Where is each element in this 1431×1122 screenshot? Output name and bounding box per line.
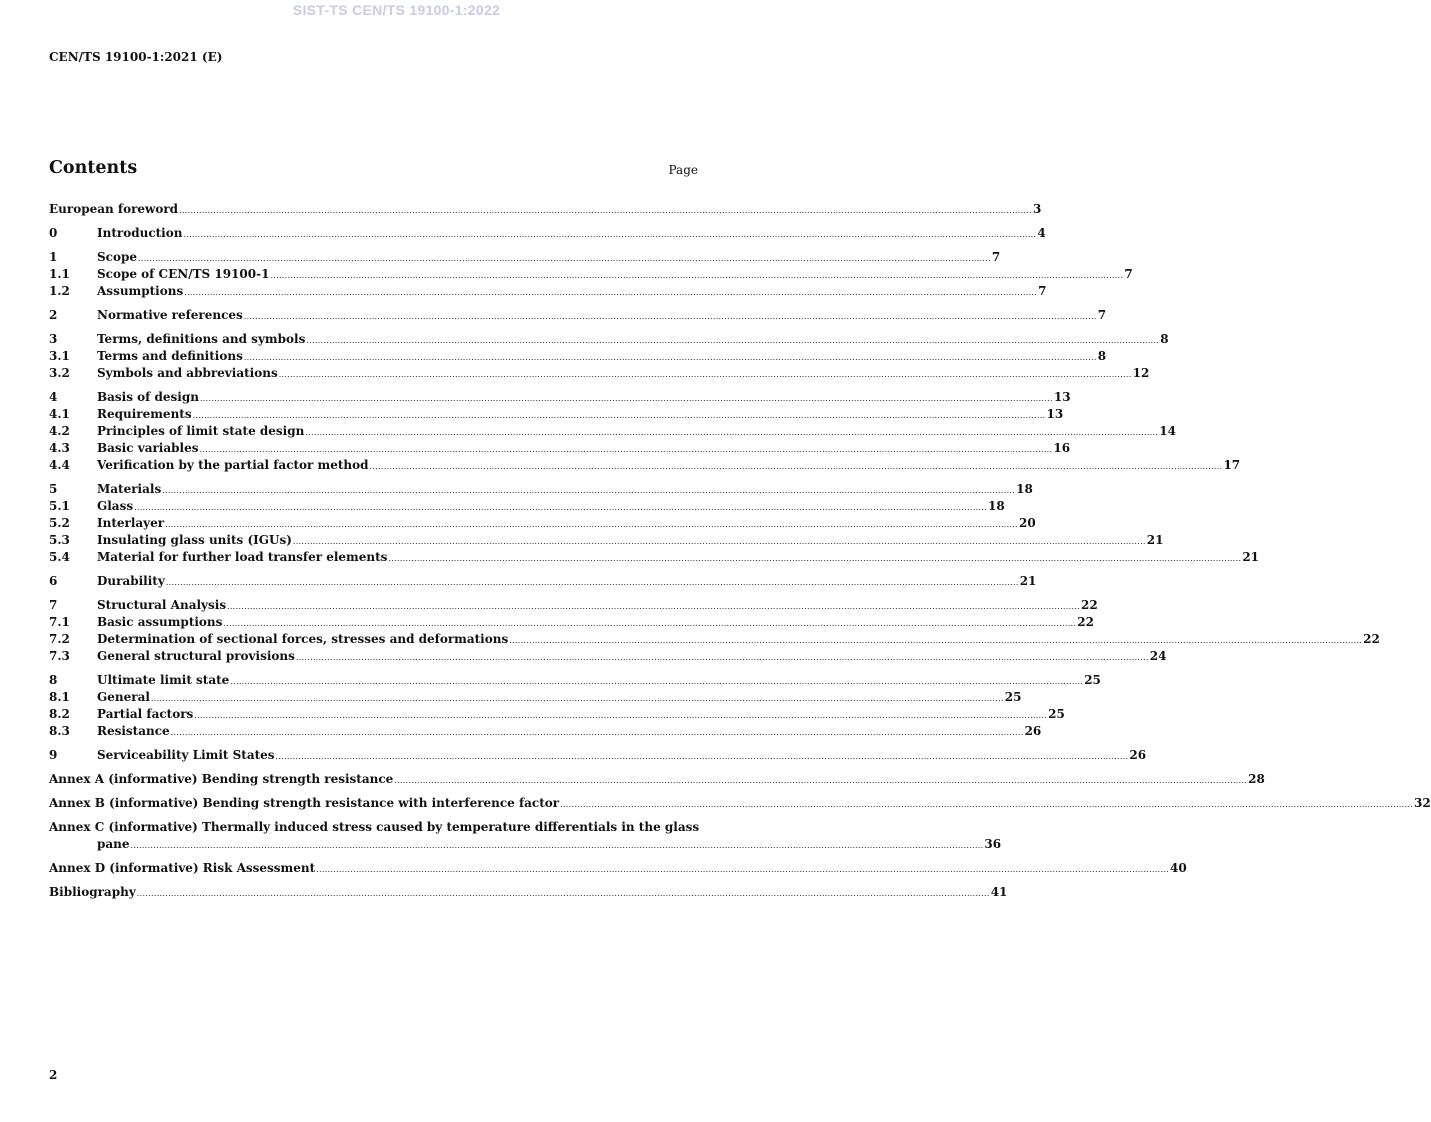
toc-entry[interactable] (49, 498, 1005, 515)
toc-dot-leader: ............................................................................................................................................................................................................................................................................................................ (369, 462, 1223, 471)
toc-entry-page: 22 (1363, 632, 1380, 646)
toc-entry[interactable] (49, 365, 1150, 382)
toc-entry-page: 25 (1048, 707, 1065, 721)
toc-entry-title: Assumptions (97, 284, 184, 298)
toc-dot-leader: ............................................................................................................................................................................................................................................................................................................ (150, 694, 1004, 703)
toc-entry-annex-c[interactable] (49, 819, 1002, 853)
page-column-label: Page (668, 163, 698, 177)
toc-entry-page: 14 (1159, 424, 1176, 438)
toc-entry-number: 2 (49, 308, 58, 322)
toc-dot-leader: ............................................................................................................................................................................................................................................................................................................ (184, 288, 1038, 297)
toc-entry[interactable] (49, 307, 1107, 324)
toc-entry-number: 4.1 (49, 407, 70, 421)
toc-entry-title: Material for further load transfer elements (97, 550, 388, 564)
toc-dot-leader: ............................................................................................................................................................................................................................................................................................................ (305, 428, 1159, 437)
toc-entry-page: 28 (1248, 772, 1265, 786)
toc-entry-number: 6 (49, 574, 58, 588)
toc-entry-number: 3 (49, 332, 58, 346)
toc-entry-number: 3.1 (49, 349, 70, 363)
toc-entry[interactable] (49, 389, 1071, 406)
toc-entry[interactable] (49, 423, 1176, 440)
page-number: 2 (49, 1068, 58, 1082)
toc-entry-title: Resistance (97, 724, 170, 738)
toc-dot-leader: ............................................................................................................................................................................................................................................................................................................ (270, 271, 1124, 280)
toc-entry-title: Scope (97, 250, 138, 264)
toc-dot-leader: ............................................................................................................................................................................................................................................................................................................ (165, 520, 1018, 529)
toc-entry-title: Terms, definitions and symbols (97, 332, 306, 346)
toc-entry-continuation (49, 836, 1002, 853)
toc-entry-title: Basic assumptions (97, 615, 223, 629)
toc-entry-page: 24 (1149, 649, 1167, 663)
toc-dot-leader: ............................................................................................................................................................................................................................................................................................................ (306, 336, 1160, 345)
toc-entry[interactable] (49, 597, 1098, 614)
toc-dot-leader: ............................................................................................................................................................................................................................................................................................................ (230, 677, 1084, 686)
toc-entry[interactable] (49, 225, 1046, 242)
toc-entry-number: 3.2 (49, 366, 70, 380)
toc-entry-number: 8 (49, 673, 58, 687)
toc-entry-number: 8.1 (49, 690, 70, 704)
toc-entry-number: 4 (49, 390, 58, 404)
toc-entry-title-continued: pane (97, 837, 130, 851)
toc-dot-leader: ............................................................................................................................................................................................................................................................................................................ (227, 602, 1080, 611)
toc-entry-page: 7 (1124, 267, 1133, 281)
toc-entry-page: 40 (1170, 861, 1187, 875)
toc-entry-number: 8.2 (49, 707, 70, 721)
toc-dot-leader: ............................................................................................................................................................................................................................................................................................................ (136, 889, 990, 898)
toc-entry-title: Serviceability Limit States (97, 748, 275, 762)
toc-dot-leader: ............................................................................................................................................................................................................................................................................................................ (243, 312, 1097, 321)
toc-entry[interactable] (49, 457, 1241, 474)
toc-entry-page: 8 (1160, 332, 1169, 346)
toc-dot-leader: ............................................................................................................................................................................................................................................................................................................ (560, 800, 1414, 809)
toc-dot-leader: ............................................................................................................................................................................................................................................................................................................ (394, 776, 1248, 785)
toc-entry[interactable] (49, 573, 1037, 590)
toc-entry-title: Insulating glass units (IGUs) (97, 533, 292, 547)
toc-entry-title: Basis of design (97, 390, 199, 404)
toc-dot-leader: ............................................................................................................................................................................................................................................................................................................ (134, 503, 987, 512)
toc-entry-title: Verification by the partial factor method (97, 458, 369, 472)
toc-entry-title: Glass (97, 499, 134, 513)
toc-entry[interactable] (49, 532, 1164, 549)
toc-entry-title: Scope of CEN/TS 19100-1 (97, 267, 270, 281)
toc-entry-number: 4.4 (49, 458, 70, 472)
toc-entry[interactable] (49, 249, 1001, 266)
toc-entry-page: 26 (1024, 724, 1042, 738)
toc-entry-page: 13 (1046, 407, 1064, 421)
toc-entry-page: 21 (1146, 533, 1164, 547)
toc-dot-leader: ............................................................................................................................................................................................................................................................................................................ (183, 230, 1037, 239)
toc-dot-leader: ............................................................................................................................................................................................................................................................................................................ (199, 445, 1053, 454)
toc-entry-title: Annex C (informative) Thermally induced stress caused by temperature differentials in the glass (49, 820, 700, 834)
toc-entry-annex-a[interactable] (49, 771, 1265, 788)
toc-dot-leader: ............................................................................................................................................................................................................................................................................................................ (199, 394, 1053, 403)
toc-entry-page: 21 (1019, 574, 1037, 588)
toc-dot-leader: ............................................................................................................................................................................................................................................................................................................ (192, 411, 1046, 420)
toc-entry-number: 5 (49, 482, 58, 496)
toc-entry-annex-d[interactable] (49, 860, 1187, 877)
toc-entry-number: 5.2 (49, 516, 70, 530)
toc-entry[interactable] (49, 440, 1071, 457)
toc-entry-page: 7 (1038, 284, 1047, 298)
toc-dot-leader: ............................................................................................................................................................................................................................................................................................................ (170, 728, 1024, 737)
toc-entry-title: Introduction (97, 226, 183, 240)
toc-entry-title: Terms and definitions (97, 349, 243, 363)
toc-entry-number: 1.2 (49, 284, 70, 298)
toc-entry-page: 7 (1097, 308, 1107, 322)
toc-entry[interactable] (49, 631, 1380, 648)
toc-dot-leader: ............................................................................................................................................................................................................................................................................................................ (179, 206, 1032, 215)
toc-entry-title: Annex D (informative) Risk Assessment (49, 861, 316, 875)
toc-dot-leader: ............................................................................................................................................................................................................................................................................................................ (138, 254, 991, 263)
toc-entry-title: Bibliography (49, 885, 136, 899)
toc-entry-title: Partial factors (97, 707, 194, 721)
document-id: CEN/TS 19100-1:2021 (E) (49, 50, 223, 64)
toc-entry[interactable] (49, 331, 1169, 348)
toc-entry[interactable] (49, 723, 1042, 740)
toc-entry-page: 41 (990, 885, 1008, 899)
toc-entry-number: 7.1 (49, 615, 70, 629)
toc-entry-page: 25 (1084, 673, 1101, 687)
toc-entry-title: Determination of sectional forces, stresses and deformations (97, 632, 509, 646)
toc-entry-annex-b[interactable] (49, 795, 1431, 812)
toc-entry-number: 1.1 (49, 267, 70, 281)
toc-entry-title: Normative references (97, 308, 243, 322)
toc-entry-page: 7 (991, 250, 1001, 264)
toc-dot-leader: ............................................................................................................................................................................................................................................................................................................ (223, 619, 1077, 628)
toc-dot-leader: ............................................................................................................................................................................................................................................................................................................ (194, 711, 1048, 720)
toc-entry-page: 18 (1016, 482, 1033, 496)
toc-entry-number: 1 (49, 250, 58, 264)
watermark: SIST-TS CEN/TS 19100-1:2022 (292, 2, 501, 18)
toc-entry-page: 16 (1053, 441, 1071, 455)
toc-dot-leader: ............................................................................................................................................................................................................................................................................................................ (165, 578, 1019, 587)
toc-dot-leader: ............................................................................................................................................................................................................................................................................................................ (162, 486, 1016, 495)
toc-entry[interactable] (49, 689, 1022, 706)
toc-entry-number: 9 (49, 748, 58, 762)
toc-entry[interactable] (49, 614, 1094, 631)
toc-entry-page: 32 (1414, 796, 1431, 810)
toc-entry-page: 20 (1019, 516, 1036, 530)
toc-dot-leader: ............................................................................................................................................................................................................................................................................................................ (130, 841, 984, 850)
toc-entry-page: 25 (1004, 690, 1022, 704)
toc-entry-title: Annex A (informative) Bending strength resistance (49, 772, 394, 786)
toc-entry-bibliography[interactable] (49, 884, 1008, 901)
toc-entry-number: 5.1 (49, 499, 70, 513)
toc-entry-title: Basic variables (97, 441, 199, 455)
toc-entry-title: Symbols and abbreviations (97, 366, 278, 380)
toc-entry-title: Principles of limit state design (97, 424, 305, 438)
toc-entry-title: General (97, 690, 150, 704)
toc-dot-leader: ............................................................................................................................................................................................................................................................................................................ (275, 752, 1129, 761)
toc-entry[interactable] (49, 201, 1042, 218)
toc-entry-number: 0 (49, 226, 58, 240)
toc-entry[interactable] (49, 515, 1036, 532)
toc-entry[interactable] (49, 266, 1133, 283)
toc-dot-leader: ............................................................................................................................................................................................................................................................................................................ (295, 653, 1149, 662)
toc-entry-page: 18 (987, 499, 1005, 513)
toc-entry-number: 8.3 (49, 724, 70, 738)
toc-entry-title: Ultimate limit state (97, 673, 230, 687)
toc-entry-page: 36 (984, 837, 1002, 851)
toc-entry-page: 21 (1242, 550, 1260, 564)
toc-entry[interactable] (49, 747, 1147, 764)
toc-entry-number: 4.2 (49, 424, 70, 438)
toc-dot-leader: ............................................................................................................................................................................................................................................................................................................ (509, 636, 1363, 645)
toc-entry-page: 22 (1077, 615, 1094, 629)
toc-entry-number: 5.4 (49, 550, 70, 564)
toc-entry-page: 8 (1097, 349, 1107, 363)
toc-dot-leader: ............................................................................................................................................................................................................................................................................................................ (243, 353, 1097, 362)
toc-entry[interactable] (49, 481, 1033, 498)
toc-entry-page: 13 (1053, 390, 1071, 404)
toc-entry-title: Structural Analysis (97, 598, 227, 612)
toc-entry-page: 26 (1129, 748, 1147, 762)
toc-entry-number: 5.3 (49, 533, 70, 547)
toc-entry-page: 3 (1032, 202, 1042, 216)
toc-entry-title: Durability (97, 574, 165, 588)
toc-entry-title: European foreword (49, 202, 179, 216)
toc-entry[interactable] (49, 648, 1167, 665)
table-of-contents (49, 201, 1431, 901)
toc-entry-page: 22 (1080, 598, 1098, 612)
toc-entry[interactable] (49, 706, 1065, 723)
toc-entry-page: 4 (1037, 226, 1046, 240)
toc-main-entries (49, 201, 1380, 764)
toc-dot-leader: ............................................................................................................................................................................................................................................................................................................ (278, 370, 1132, 379)
toc-entry-title: General structural provisions (97, 649, 295, 663)
toc-entry-number: 7.2 (49, 632, 70, 646)
toc-entry[interactable] (49, 549, 1260, 566)
toc-entry-title: Materials (97, 482, 162, 496)
toc-entry-number: 4.3 (49, 441, 70, 455)
toc-entry[interactable] (49, 672, 1101, 689)
toc-entry-title: Requirements (97, 407, 192, 421)
toc-entry-page: 12 (1132, 366, 1150, 380)
contents-heading: Contents (49, 158, 138, 178)
toc-entry-number: 7 (49, 598, 58, 612)
toc-entry[interactable] (49, 406, 1064, 423)
toc-entry-title: Annex B (informative) Bending strength resistance with interference factor (49, 796, 560, 810)
toc-entry[interactable] (49, 348, 1107, 365)
toc-entry-title: Interlayer (97, 516, 165, 530)
toc-entry-number: 7.3 (49, 649, 70, 663)
toc-entry[interactable] (49, 283, 1047, 300)
toc-dot-leader: ............................................................................................................................................................................................................................................................................................................ (316, 865, 1170, 874)
toc-dot-leader: ............................................................................................................................................................................................................................................................................................................ (388, 554, 1242, 563)
toc-dot-leader: ............................................................................................................................................................................................................................................................................................................ (292, 537, 1146, 546)
toc-entry-page: 17 (1223, 458, 1241, 472)
